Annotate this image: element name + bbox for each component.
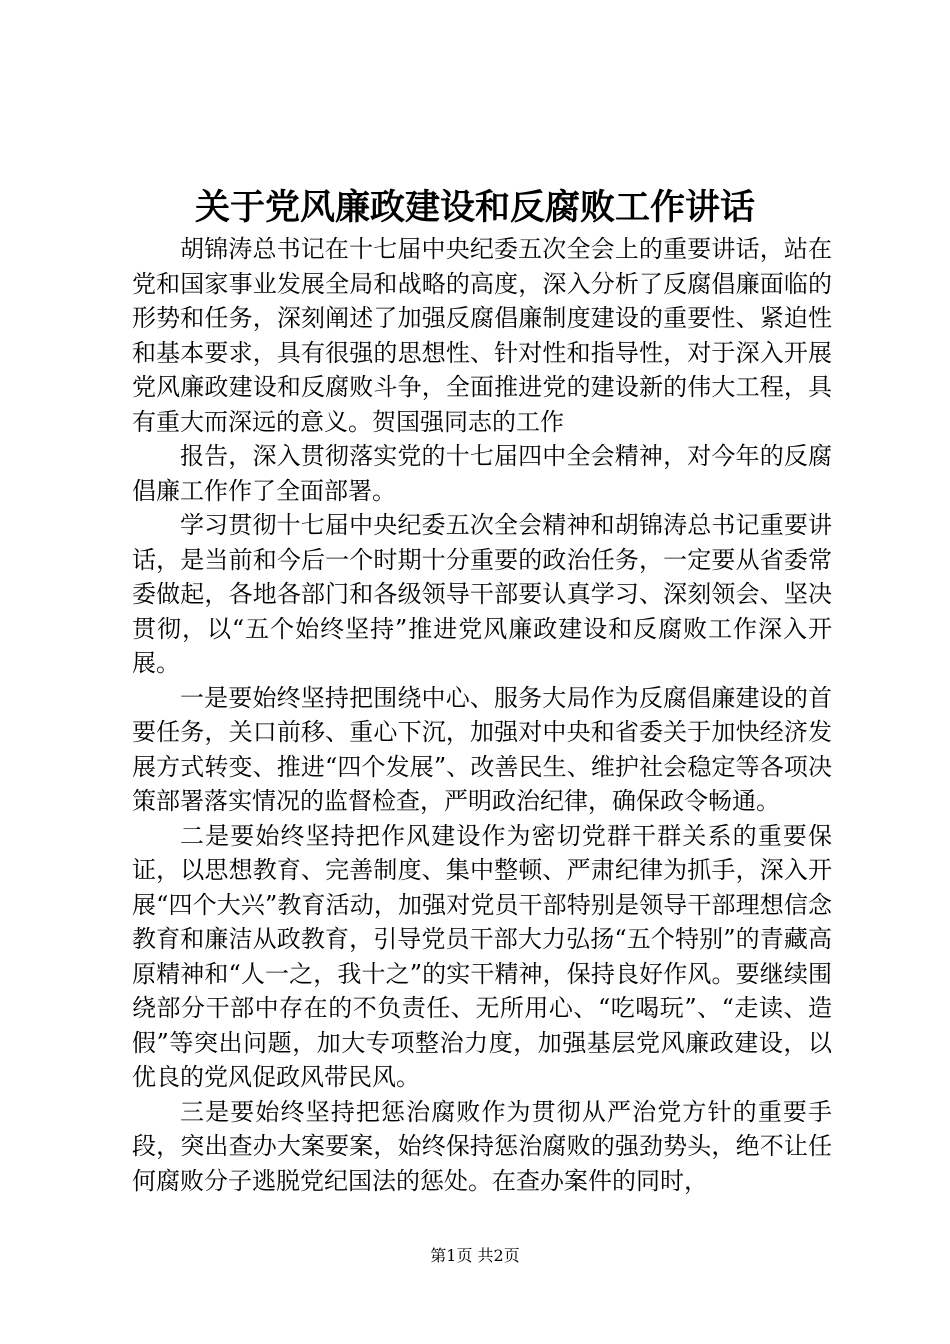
paragraph: 报告，深入贯彻落实党的十七届四中全会精神，对今年的反腐倡廉工作作了全面部署。 [132,442,832,505]
paragraph: 学习贯彻十七届中央纪委五次全会精神和胡锦涛总书记重要讲话，是当前和今后一个时期十分重要的政治任务，一定要从省委常委做起，各地各部门和各级领导干部要认真学习、深刻领会、坚决贯彻，以“五个始终坚持”推进党风廉政建设和反腐败工作深入开展。 [132,511,832,677]
paragraph: 三是要始终坚持把惩治腐败作为贯彻从严治党方针的重要手段，突出查办大案要案，始终保持惩治腐败的强劲势头，绝不让任何腐败分子逃脱党纪国法的惩处。在查办案件的同时， [132,1097,832,1195]
document-title: 关于党风廉政建设和反腐败工作讲话 [194,187,755,228]
document-body [132,232,832,1198]
page-number-footer: 第1页 共2页 [430,1246,520,1265]
paragraph: 一是要始终坚持把围绕中心、服务大局作为反腐倡廉建设的首要任务，关口前移、重心下沉，加强对中央和省委关于加快经济发展方式转变、推进“四个发展”、改善民生、维护社会稳定等各项决策部署落实情况的监督检查，严明政治纪律，确保政令畅通。 [132,683,832,815]
paragraph: 二是要始终坚持把作风建设作为密切党群干群关系的重要保证，以思想教育、完善制度、集中整顿、严肃纪律为抓手，深入开展“四个大兴”教育活动，加强对党员干部特别是领导干部理想信念教育和廉洁从政教育，引导党员干部大力弘扬“五个特别”的青藏高原精神和“人一之，我十之”的实干精神，保持良好作风。要继续围绕部分干部中存在的不负责任、无所用心、“吃喝玩”、“走读、造假”等突出问题，加大专项整治力度，加强基层党风廉政建设，以优良的党风促政风带民风。 [132,821,832,1091]
paragraph: 胡锦涛总书记在十七届中央纪委五次全会上的重要讲话，站在党和国家事业发展全局和战略的高度，深入分析了反腐倡廉面临的形势和任务，深刻阐述了加强反腐倡廉制度建设的重要性、紧迫性和基本要求，具有很强的思想性、针对性和指导性，对于深入开展党风廉政建设和反腐败斗争，全面推进党的建设新的伟大工程，具有重大而深远的意义。贺国强同志的工作 [132,235,832,436]
